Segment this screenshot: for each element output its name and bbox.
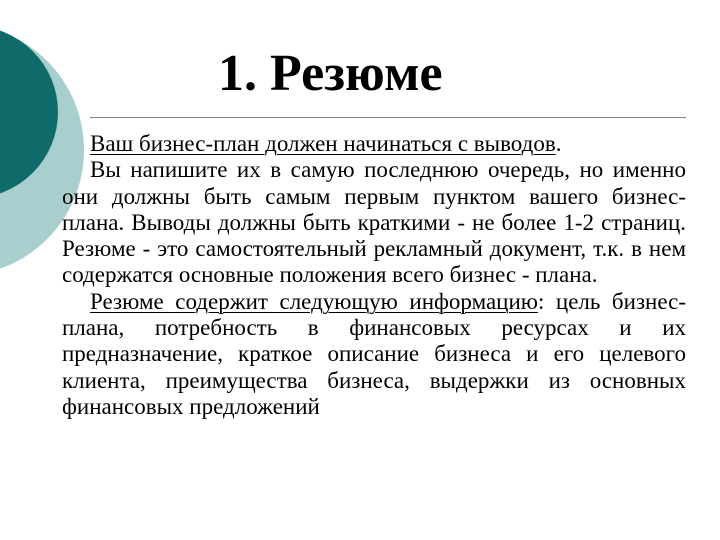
paragraph-conclusions-tail: . bbox=[555, 131, 562, 156]
underlined-phrase-conclusions: Ваш бизнес-план должен начинаться с выводов bbox=[90, 131, 556, 156]
paragraph-conclusions bbox=[62, 131, 686, 157]
paragraph-summary-description: Вы напишите их в самую последнюю очередь, но именно они должны быть самым первым пунктом вашего бизнес-плана. Выводы должны быть краткими - не более 1-2 страниц. Резюме - это самостоятельный рекламный документ, т.к. в нем содержатся основные положения всего бизнес - плана. bbox=[62, 157, 686, 288]
slide-body-text bbox=[62, 131, 686, 420]
slide-title: 1. Резюме bbox=[218, 45, 443, 102]
underlined-phrase-summary-contents: Резюме содержит следующую информацию bbox=[90, 288, 538, 314]
paragraph-summary-contents-tail: : цель бизнес-плана, потребность в финансовых ресурсах и их предназначение, краткое описание бизнеса и его целевого клиента, преимущества бизнеса, выдержки из основных финансовых предложений bbox=[62, 288, 686, 419]
paragraph-summary-contents bbox=[62, 289, 686, 420]
title-divider-line bbox=[90, 117, 686, 118]
